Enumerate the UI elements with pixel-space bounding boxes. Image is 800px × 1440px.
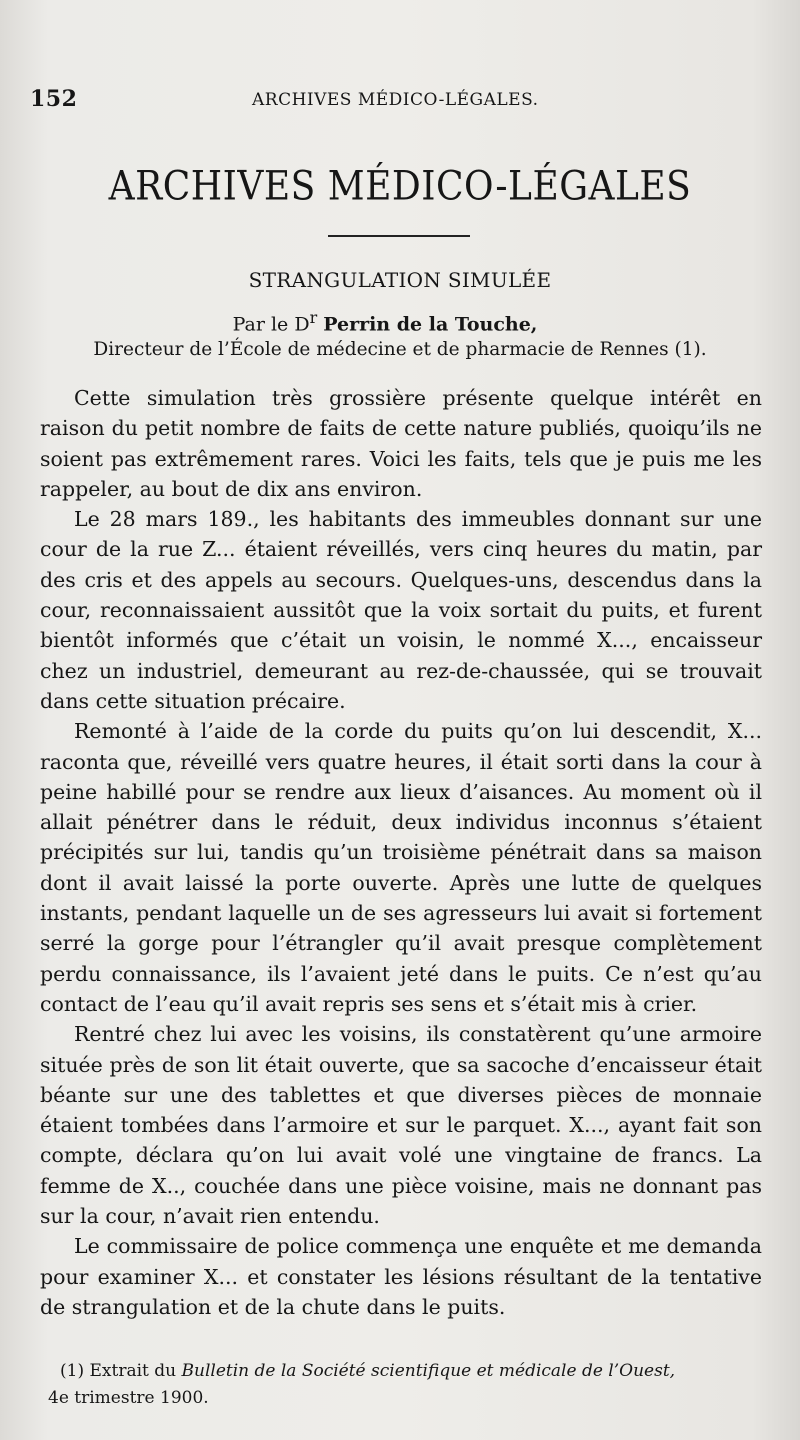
footnote-date: 4e trimestre 1900. <box>48 1388 209 1408</box>
article-body <box>40 383 762 1322</box>
paragraph: Rentré chez lui avec les voisins, ils constatèrent qu’une armoire située près de son lit était ouverte, que sa sacoche d’encaisseur était béante sur une des tablettes et que diverses pièces de monnaie étaient tombées dans l’armoire et sur le parquet. X..., ayant fait son compte, déclara qu’on lui avait volé une vingtaine de francs. La femme de X.., couchée dans une pièce voisine, mais ne donnant pas sur la cour, n’avait rien entendu. <box>40 1022 762 1229</box>
paragraph: Le commissaire de police commença une enquête et me demanda pour examiner X... et constater les lésions résultant de la tentative de strangulation et de la chute dans le puits. <box>40 1234 762 1319</box>
title-rule <box>328 235 470 237</box>
paragraph: Remonté à l’aide de la corde du puits qu’on lui descendit, X... raconta que, réveillé vers quatre heures, il était sorti dans la cour à peine habillé pour se rendre aux lieux d’aisances. Au moment où il allait pénétrer dans le réduit, deux individus inconnus s’étaient précipités sur lui, tandis qu’un troisième pénétrait dans sa maison dont il avait laissé la porte ouverte. Après une lutte de quelques instants, pendant laquelle un de ses agresseurs lui avait si fortement serré la gorge pour l’étrangler qu’il avait presque complètement perdu connaissance, ils l’avaient jeté dans le puits. Ce n’est qu’au contact de l’eau qu’il avait repris ses sens et s’était mis à crier. <box>40 719 762 1016</box>
running-title: ARCHIVES MÉDICO-LÉGALES. <box>252 90 539 110</box>
article-title: STRANGULATION SIMULÉE <box>248 268 552 292</box>
journal-title: ARCHIVES MÉDICO-LÉGALES <box>108 163 692 210</box>
paragraph: Le 28 mars 189., les habitants des immeubles donnant sur une cour de la rue Z... étaient réveillés, vers cinq heures du matin, par des cris et des appels au secours. Quelques-uns, descendus dans la cour, reconnaissaient aussitôt que la voix sortait du puits, et furent bientôt informés que c’était un voisin, le nommé X..., encaisseur chez un industriel, demeurant au rez-de-chaussée, qui se trouvait dans cette situation précaire. <box>40 507 762 713</box>
footnote-journal: Bulletin de la Société scientifique et médicale de l’Ouest, <box>181 1361 676 1381</box>
footnote <box>48 1358 768 1412</box>
author-affiliation: Directeur de l’École de médecine et de pharmacie de Rennes (1). <box>93 339 707 360</box>
byline <box>0 308 770 335</box>
footnote-text: Extrait du <box>84 1361 182 1381</box>
paragraph: Cette simulation très grossière présente quelque intérêt en raison du petit nombre de faits de cette nature publiés, quoiqu’ils ne soient pas extrêmement rares. Voici les faits, tels que je puis me les rappeler, au bout de dix ans environ. <box>40 386 762 501</box>
footnote-index: (1) <box>60 1361 85 1381</box>
byline-prefix: Par le D <box>232 313 310 336</box>
author-name: Perrin de la Touche, <box>323 313 538 336</box>
byline-sup: r <box>309 308 318 327</box>
running-header <box>30 86 760 116</box>
page-number: 152 <box>30 86 78 112</box>
